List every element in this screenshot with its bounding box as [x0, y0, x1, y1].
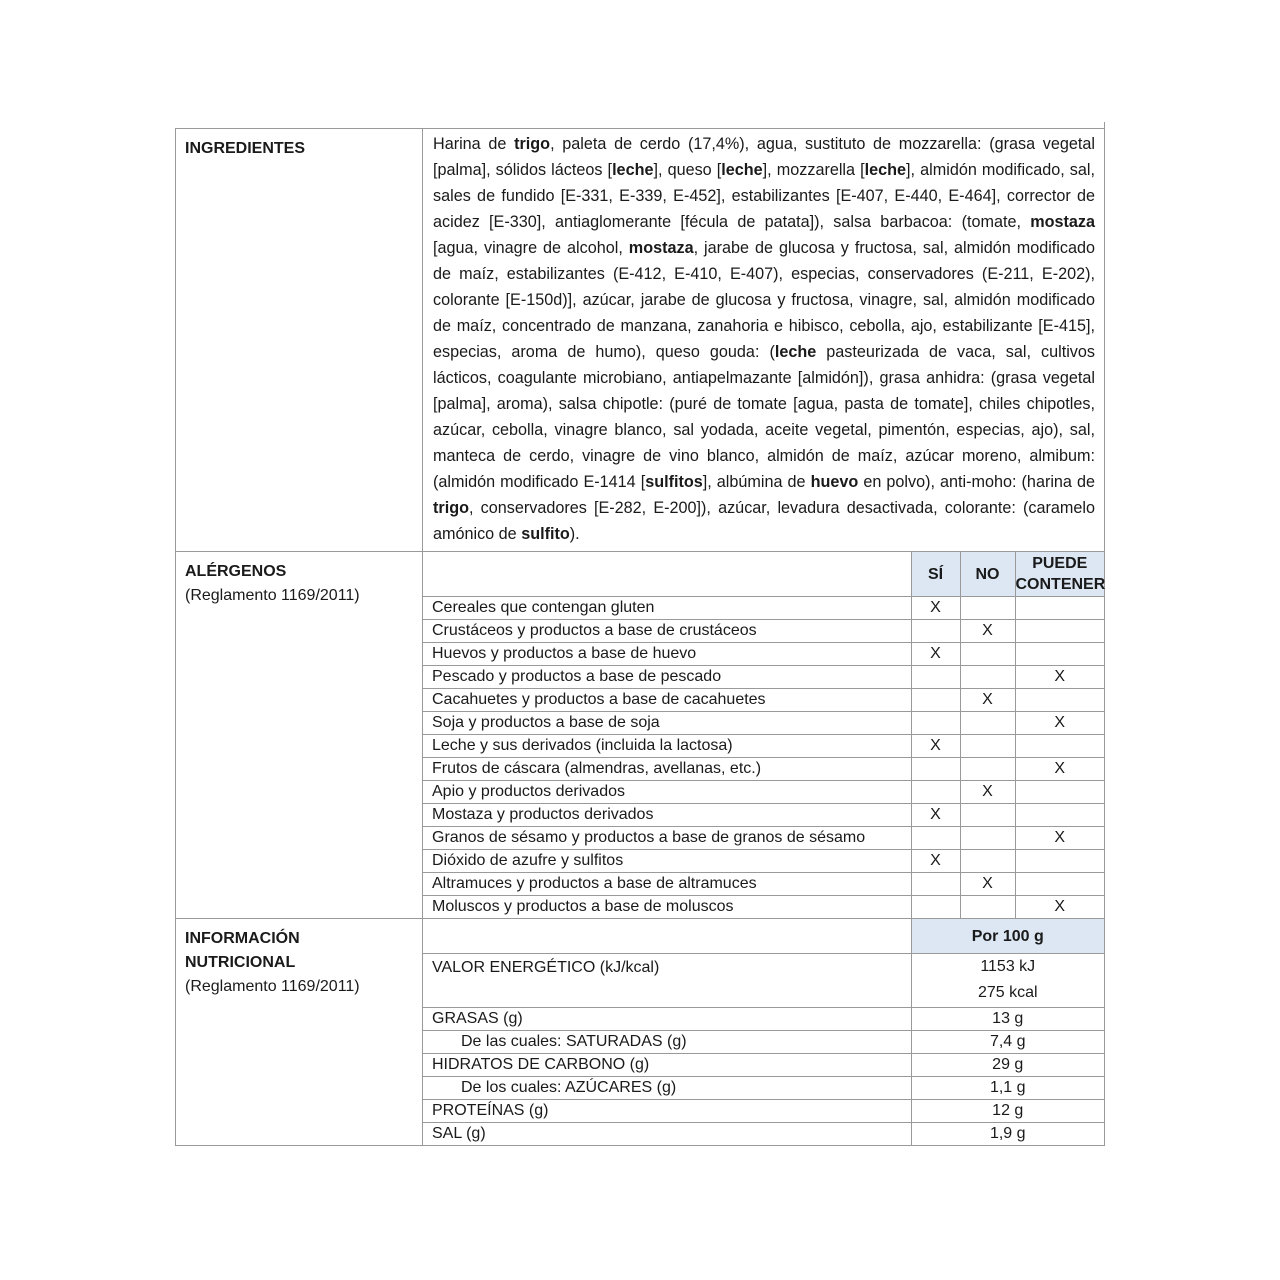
allergens-regulation: (Reglamento 1169/2011) [185, 587, 360, 604]
allergen-no-mark [960, 758, 1015, 781]
allergen-row [423, 735, 1104, 758]
allergen-name: Mostaza y productos derivados [423, 804, 911, 827]
allergen-puede-mark [1015, 873, 1104, 896]
ingredient-text-segment: , paleta de cerdo (17,4%), agua, sustituto de mozzarella: (grasa vegetal [palma], sólidos lácteos [ [433, 135, 1095, 179]
allergen-puede-mark: X [1015, 758, 1104, 781]
allergens-label-cell [176, 552, 423, 919]
ingredient-allergen-highlight: huevo [810, 473, 859, 491]
ingredient-allergen-highlight: leche [864, 161, 907, 179]
nutrition-label-2: NUTRICIONAL [185, 954, 296, 971]
allergen-row [423, 758, 1104, 781]
ingredient-text-segment: en polvo), anti-moho: (harina de [858, 473, 1095, 491]
allergen-puede-mark [1015, 643, 1104, 666]
allergens-header-blank [423, 552, 911, 597]
nutrition-value: 7,4 g [911, 1031, 1104, 1054]
ingredient-allergen-highlight: leche [612, 161, 654, 179]
nutrition-name: HIDRATOS DE CARBONO (g) [423, 1054, 911, 1077]
nutrition-table-cell [423, 919, 1105, 1146]
allergen-si-mark [911, 781, 960, 804]
allergen-row [423, 781, 1104, 804]
allergen-row [423, 850, 1104, 873]
allergen-no-mark: X [960, 781, 1015, 804]
allergen-name: Pescado y productos a base de pescado [423, 666, 911, 689]
nutrition-energy-kcal: 275 kcal [977, 984, 1038, 1001]
nutrition-name: De las cuales: SATURADAS (g) [423, 1031, 911, 1054]
allergen-si-mark: X [911, 597, 960, 620]
nutrition-energy-kj: 1153 kJ [980, 958, 1036, 975]
allergen-si-mark [911, 896, 960, 919]
allergen-no-mark: X [960, 689, 1015, 712]
nutrition-label-cell [176, 919, 423, 1146]
ingredients-label-cell [176, 129, 423, 552]
ingredients-section [176, 129, 1105, 552]
ingredient-text-segment: ). [569, 525, 580, 543]
allergen-row [423, 689, 1104, 712]
nutrition-header-blank [423, 919, 911, 954]
allergen-name: Leche y sus derivados (incluida la lactosa) [423, 735, 911, 758]
allergen-name: Huevos y productos a base de huevo [423, 643, 911, 666]
allergen-puede-mark [1015, 597, 1104, 620]
allergen-puede-mark [1015, 804, 1104, 827]
ingredient-text-segment: ], almidón modificado, sal, sales de fundido [E-331, E-339, E-452], estabilizantes [E-407, E-440, E-464], corrector de acidez [E-330], antiaglomerante [fécula de patata]), salsa barbacoa: (tomate, [433, 161, 1095, 231]
nutrition-energy-value [911, 954, 1104, 1008]
nutrition-regulation: (Reglamento 1169/2011) [185, 978, 360, 995]
ingredient-text-segment: ], mozzarella [ [762, 161, 865, 179]
allergen-no-mark [960, 597, 1015, 620]
allergen-name: Soja y productos a base de soja [423, 712, 911, 735]
allergen-no-mark [960, 735, 1015, 758]
nutrition-value: 12 g [911, 1100, 1104, 1123]
nutrition-row [423, 1008, 1104, 1031]
allergen-si-mark [911, 689, 960, 712]
nutrition-name: GRASAS (g) [423, 1008, 911, 1031]
allergens-section [176, 552, 1105, 919]
ingredient-text-segment: , jarabe de glucosa y fructosa, sal, almidón modificado de maíz, estabilizantes (E-412, E-410, E-407), especias, conservadores (E-211, E-202), colorante [E-150d)], azúcar, jarabe de glucosa y fructosa, vinagre, sal, almidón modificado de maíz, concentrado de manzana, zanahoria e hibisco, cebolla, ajo, estabilizante [E-415], especias, aroma de humo), queso gouda: ( [433, 239, 1095, 361]
allergen-si-mark [911, 827, 960, 850]
nutrition-table [423, 919, 1104, 1145]
nutrition-row [423, 1054, 1104, 1077]
allergen-si-mark: X [911, 804, 960, 827]
allergen-si-mark [911, 620, 960, 643]
nutrition-row [423, 1077, 1104, 1100]
allergen-row [423, 827, 1104, 850]
nutrition-value: 29 g [911, 1054, 1104, 1077]
nutrition-value: 1,9 g [911, 1123, 1104, 1146]
allergen-si-mark [911, 666, 960, 689]
allergen-name: Moluscos y productos a base de moluscos [423, 896, 911, 919]
nutrition-label-1: INFORMACIÓN [185, 930, 300, 947]
nutrition-value: 1,1 g [911, 1077, 1104, 1100]
ingredient-allergen-highlight: mostaza [1030, 213, 1095, 231]
allergen-no-mark [960, 712, 1015, 735]
col-header-no: NO [960, 552, 1015, 597]
ingredient-text-segment: ], albúmina de [702, 473, 811, 491]
nutrition-name: PROTEÍNAS (g) [423, 1100, 911, 1123]
nutrition-row [423, 1031, 1104, 1054]
allergen-no-mark: X [960, 620, 1015, 643]
ingredient-allergen-highlight: leche [721, 161, 763, 179]
allergen-no-mark: X [960, 873, 1015, 896]
col-header-puede-contener [1015, 552, 1104, 597]
allergen-si-mark [911, 758, 960, 781]
allergen-no-mark [960, 827, 1015, 850]
allergen-puede-mark: X [1015, 712, 1104, 735]
allergen-row [423, 712, 1104, 735]
allergen-si-mark: X [911, 643, 960, 666]
allergen-row [423, 643, 1104, 666]
col-header-puede: PUEDE [1032, 555, 1088, 572]
spec-table [175, 128, 1105, 1146]
nutrition-section [176, 919, 1105, 1146]
allergen-name: Frutos de cáscara (almendras, avellanas, etc.) [423, 758, 911, 781]
allergen-puede-mark [1015, 620, 1104, 643]
allergen-no-mark [960, 850, 1015, 873]
ingredient-text-segment: Harina de [433, 135, 515, 153]
allergen-row [423, 804, 1104, 827]
allergen-name: Cereales que contengan gluten [423, 597, 911, 620]
nutrition-energy-name: VALOR ENERGÉTICO (kJ/kcal) [423, 954, 911, 1008]
allergen-puede-mark [1015, 689, 1104, 712]
nutrition-name: De los cuales: AZÚCARES (g) [423, 1077, 911, 1100]
nutrition-name: SAL (g) [423, 1123, 911, 1146]
allergen-no-mark [960, 643, 1015, 666]
col-header-si: SÍ [911, 552, 960, 597]
allergen-row [423, 896, 1104, 919]
allergen-no-mark [960, 896, 1015, 919]
allergen-si-mark [911, 873, 960, 896]
allergen-puede-mark: X [1015, 666, 1104, 689]
col-header-por-100g: Por 100 g [911, 919, 1104, 954]
allergen-row [423, 597, 1104, 620]
ingredient-allergen-highlight: leche [774, 343, 817, 361]
nutrition-row [423, 1123, 1104, 1146]
ingredient-text-segment: [agua, vinagre de alcohol, [433, 239, 629, 257]
allergen-puede-mark [1015, 781, 1104, 804]
allergens-label: ALÉRGENOS [185, 563, 287, 580]
allergen-puede-mark [1015, 850, 1104, 873]
allergen-puede-mark: X [1015, 896, 1104, 919]
allergen-si-mark [911, 712, 960, 735]
ingredients-text [423, 129, 1105, 552]
nutrition-row-energy [423, 954, 1104, 1008]
allergen-name: Altramuces y productos a base de altramuces [423, 873, 911, 896]
allergen-name: Crustáceos y productos a base de crustáceos [423, 620, 911, 643]
ingredients-label: INGREDIENTES [185, 140, 306, 157]
ingredient-text-segment: pasteurizada de vaca, sal, cultivos lácticos, coagulante microbiano, antiapelmazante [almidón]), grasa anhidra: (grasa vegetal [palma], aroma), salsa chipotle: (puré de tomate [agua, pasta de tomate], chiles chipotles, azúcar, cebolla, vinagre blanco, sal yodada, aceite vegetal, pimentón, especias, ajo), sal, manteca de cerdo, vinagre de vino blanco, almidón de maíz, azúcar moreno, almibum: (almidón modificado E-1414 [ [433, 343, 1095, 491]
ingredient-text-segment: , conservadores [E-282, E-200]), azúcar, levadura desactivada, colorante: (caramelo amónico de [433, 499, 1095, 543]
allergen-name: Dióxido de azufre y sulfitos [423, 850, 911, 873]
ingredient-text-segment: ], queso [ [653, 161, 722, 179]
ingredient-allergen-highlight: sulfitos [645, 473, 703, 491]
allergen-row [423, 620, 1104, 643]
allergen-name: Cacahuetes y productos a base de cacahuetes [423, 689, 911, 712]
allergen-no-mark [960, 666, 1015, 689]
allergens-table-cell [423, 552, 1105, 919]
allergen-no-mark [960, 804, 1015, 827]
allergens-table [423, 552, 1104, 918]
ingredient-allergen-highlight: sulfito [521, 525, 570, 543]
nutrition-value: 13 g [911, 1008, 1104, 1031]
ingredient-allergen-highlight: trigo [514, 135, 551, 153]
allergen-name: Granos de sésamo y productos a base de granos de sésamo [423, 827, 911, 850]
allergen-puede-mark [1015, 735, 1104, 758]
allergens-header-row [423, 552, 1104, 597]
allergen-row [423, 666, 1104, 689]
nutrition-row [423, 1100, 1104, 1123]
allergen-si-mark: X [911, 850, 960, 873]
allergen-row [423, 873, 1104, 896]
col-header-contener: CONTENER [1015, 576, 1106, 593]
nutrition-header-row [423, 919, 1104, 954]
allergen-si-mark: X [911, 735, 960, 758]
product-spec-sheet [175, 128, 1105, 1146]
allergen-puede-mark: X [1015, 827, 1104, 850]
ingredient-allergen-highlight: mostaza [628, 239, 694, 257]
ingredient-allergen-highlight: trigo [433, 499, 469, 517]
allergen-name: Apio y productos derivados [423, 781, 911, 804]
